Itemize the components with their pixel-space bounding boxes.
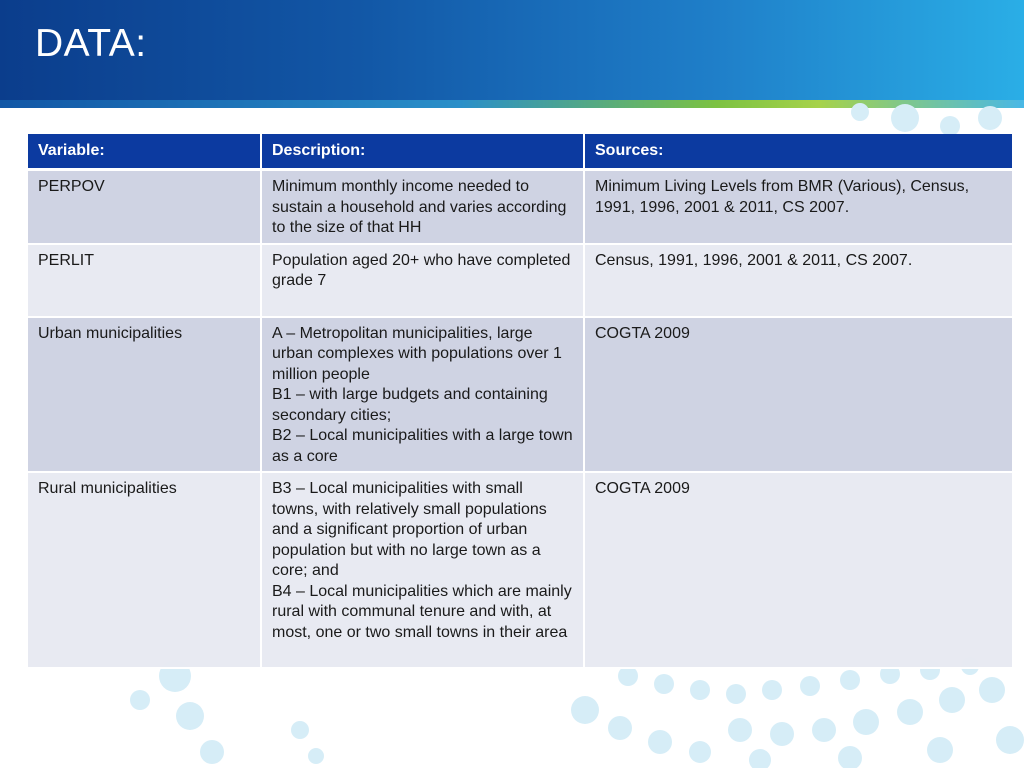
cell-variable: PERLIT (28, 244, 261, 317)
header-description: Description: (261, 134, 584, 170)
cell-description: Minimum monthly income needed to sustain a household and varies according to the size of that HH (261, 170, 584, 244)
table-row (28, 472, 1012, 668)
data-table (28, 134, 1012, 669)
table-header-row (28, 134, 1012, 170)
slide-title: DATA: (35, 22, 147, 65)
table-row (28, 244, 1012, 317)
cell-sources: COGTA 2009 (584, 472, 1012, 668)
table-row (28, 317, 1012, 473)
cell-variable: Urban municipalities (28, 317, 261, 473)
header-sources: Sources: (584, 134, 1012, 170)
title-banner (0, 0, 1024, 103)
table-row (28, 170, 1012, 244)
banner-accent-stripe (0, 100, 1024, 108)
cell-description: B3 – Local municipalities with small towns, with relatively small populations and a significant proportion of urban population but with no large town as a core; and B4 – Local municipalities which are mainly rural with communal tenure and with, at most, one or two small towns in their area (261, 472, 584, 668)
cell-description: Population aged 20+ who have completed grade 7 (261, 244, 584, 317)
cell-sources: Census, 1991, 1996, 2001 & 2011, CS 2007. (584, 244, 1012, 317)
cell-sources: Minimum Living Levels from BMR (Various), Census, 1991, 1996, 2001 & 2011, CS 2007. (584, 170, 1012, 244)
header-variable: Variable: (28, 134, 261, 170)
cell-sources: COGTA 2009 (584, 317, 1012, 473)
cell-description: A – Metropolitan municipalities, large urban complexes with populations over 1 million people B1 – with large budgets and containing secondary cities; B2 – Local municipalities with a large town as a core (261, 317, 584, 473)
cell-variable: PERPOV (28, 170, 261, 244)
cell-variable: Rural municipalities (28, 472, 261, 668)
